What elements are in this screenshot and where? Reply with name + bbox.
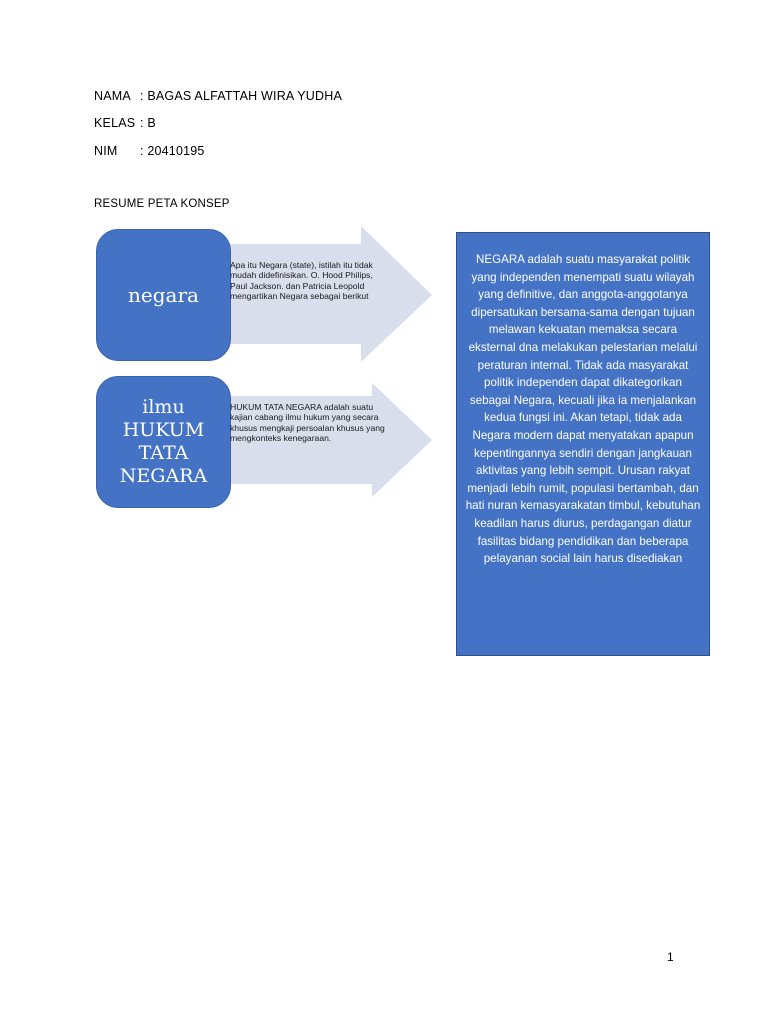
nim-value: : 20410195	[140, 144, 205, 158]
concept-htn-description: HUKUM TATA NEGARA adalah suatu kajian cabang ilmu hukum yang secara khusus mengkaji persoalan khusus yang mengkonteks kenegaraan.	[230, 402, 385, 444]
concept-negara-description: Apa itu Negara (state), istilah itu tidak mudah didefinisikan. O. Hood Philips, Paul Jackson. dan Patricia Leopold mengartikan Negara sebagai berikut	[230, 260, 373, 302]
definition-box	[456, 232, 710, 656]
concept-negara-box	[96, 229, 231, 361]
nim-row	[94, 144, 205, 158]
section-title: RESUME PETA KONSEP	[94, 198, 230, 210]
nim-label: NIM	[94, 144, 118, 158]
concept-htn-label	[120, 396, 207, 488]
class-value: : B	[140, 116, 156, 130]
concept-htn-box	[96, 376, 231, 508]
class-row	[94, 116, 156, 130]
class-label: KELAS	[94, 116, 136, 130]
concept-htn-line-3: TATA	[138, 442, 189, 464]
concept-negara-label: negara	[128, 283, 199, 307]
definition-text: NEGARA adalah suatu masyarakat politik yang independen menempati suatu wilayah yang definitive, dan anggota-anggotanya dipersatukan bersama-sama dengan tujuan melawan kekuatan memaksa secara eksternal dna melakukan pelestarian melalui peraturan internal. Tidak ada masyarakat politik independen dapat dikategorikan sebagai Negara, kecuali jika ia menjalankan kedua fungsi ini. Akan tetapi, tidak ada Negara modern dapat menyatakan apapun kepentingannya sendiri dengan jangkauan aktivitas yang lebih sempit. Urusan rakyat menjadi lebih rumit, populasi bertambah, dan hati nuran kemasyarakatan timbul, kebutuhan keadilan harus diurus, perdagangan diatur fasilitas bidang pendidikan dan beberapa pelayanan social lain harus disediakan	[465, 253, 701, 566]
concept-htn-line-2: HUKUM	[122, 419, 205, 441]
name-label: NAMA	[94, 89, 131, 103]
concept-htn-line-4: NEGARA	[119, 465, 208, 487]
concept-htn-line-1: ilmu	[142, 396, 185, 418]
name-row	[94, 89, 342, 103]
page-number: 1	[667, 950, 674, 964]
name-value: : BAGAS ALFATTAH WIRA YUDHA	[140, 89, 342, 103]
